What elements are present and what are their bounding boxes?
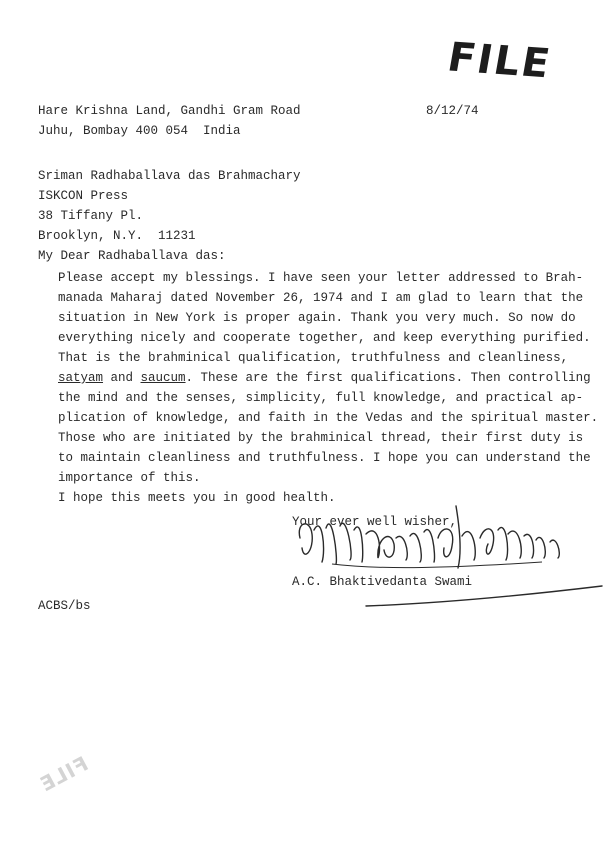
recipient-street: 38 Tiffany Pl.	[38, 209, 144, 223]
body-line-3: situation in New York is proper again. Thank you very much. So now do	[58, 311, 576, 325]
salutation: My Dear Radhaballava das:	[38, 249, 226, 263]
body-line-9: Those who are initiated by the brahminical thread, their first duty is	[58, 431, 584, 445]
body-line-5: That is the brahminical qualification, truthfulness and cleanliness,	[58, 351, 569, 365]
closing: Your ever well wisher,	[292, 515, 458, 529]
body-line-1: Please accept my blessings. I have seen your letter addressed to Brah-	[58, 271, 584, 285]
body-line-11: importance of this.	[58, 471, 201, 485]
letter-date: 8/12/74	[426, 104, 479, 118]
body-line-6-rest: . These are the first qualifications. Then controlling	[185, 371, 591, 385]
closing-wish-line: I hope this meets you in good health.	[58, 491, 336, 505]
saucum-word: saucum	[140, 371, 186, 385]
body-line-8: plication of knowledge, and faith in the Vedas and the spiritual master.	[58, 411, 599, 425]
recipient-name: Sriman Radhaballava das Brahmachary	[38, 169, 301, 183]
body-line-2: manada Maharaj dated November 26, 1974 and I am glad to learn that the	[58, 291, 584, 305]
typist-initials: ACBS/bs	[38, 599, 91, 613]
signed-name: A.C. Bhaktivedanta Swami	[292, 575, 473, 589]
recipient-city: Brooklyn, N.Y. 11231	[38, 229, 196, 243]
faint-file-stamp: FILE	[35, 751, 93, 797]
satyam-word: satyam	[58, 371, 104, 385]
body-line-4: everything nicely and cooperate together, and keep everything purified.	[58, 331, 591, 345]
recipient-org: ISKCON Press	[38, 189, 129, 203]
body-line-6-mid: and	[103, 371, 141, 385]
sender-address-line-1: Hare Krishna Land, Gandhi Gram Road	[38, 104, 301, 118]
body-line-7: the mind and the senses, simplicity, full knowledge, and practical ap-	[58, 391, 584, 405]
body-line-6	[58, 370, 591, 386]
sender-address-line-2: Juhu, Bombay 400 054 India	[38, 124, 241, 138]
body-line-10: to maintain cleanliness and truthfulness. I hope you can understand the	[58, 451, 591, 465]
signature-underline	[362, 582, 608, 612]
file-stamp: FILE	[444, 34, 555, 88]
